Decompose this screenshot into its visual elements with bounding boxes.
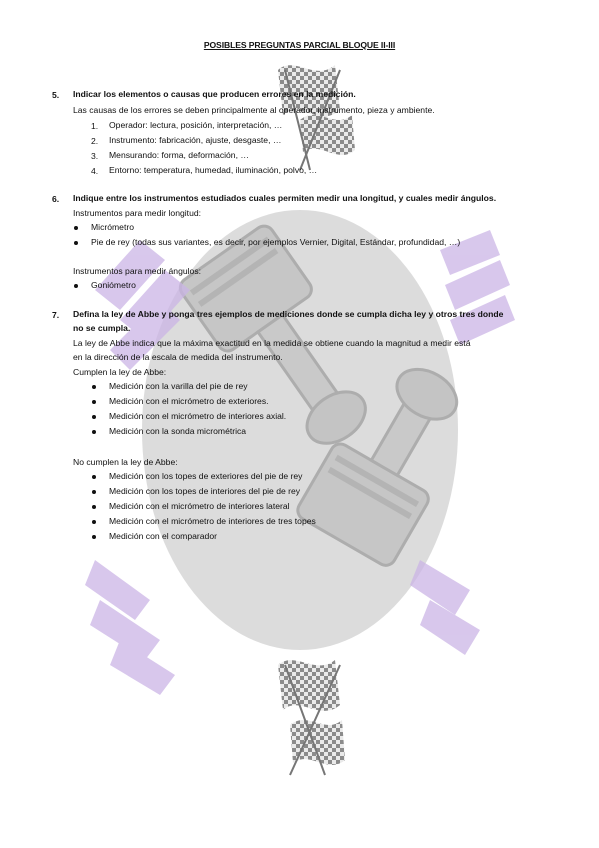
question-6-number: 6. [52, 194, 60, 204]
q7-definition-line-1: La ley de Abbe indica que la máxima exactitud en la medida se obtiene cuando la magnitud a medir está [73, 338, 471, 348]
question-7-heading-line-1: Defina la ley de Abbe y ponga tres ejemplos de mediciones donde se cumpla dicha ley y otros tres donde [73, 309, 504, 319]
q7-not-comply-item-1: Medición con los topes de exteriores del pie de rey [109, 471, 303, 481]
bullet [92, 505, 96, 509]
bullet [92, 520, 96, 524]
q7-comply-item-1: Medición con la varilla del pie de rey [109, 381, 248, 391]
q5-item-2-text: Instrumento: fabricación, ajuste, desgaste, … [109, 135, 282, 145]
question-5-heading: Indicar los elementos o causas que producen errores en la medición. [73, 89, 356, 99]
q7-comply-label: Cumplen la ley de Abbe: [73, 367, 167, 377]
q7-comply-item-3: Medición con el micrómetro de interiores axial. [109, 411, 287, 421]
q7-not-comply-item-5: Medición con el comparador [109, 531, 217, 541]
q5-item-4-text: Entorno: temperatura, humedad, iluminación, polvo, … [109, 165, 318, 175]
q7-not-comply-item-2: Medición con los topes de interiores del pie de rey [109, 486, 301, 496]
q7-comply-item-2: Medición con el micrómetro de exteriores. [109, 396, 269, 406]
bullet [92, 535, 96, 539]
q5-item-3-text: Mensurando: forma, deformación, … [109, 150, 249, 160]
q6-length-label: Instrumentos para medir longitud: [73, 208, 202, 218]
q6-angle-label: Instrumentos para medir ángulos: [73, 266, 202, 276]
q6-angle-item-1: Goniómetro [91, 280, 136, 290]
question-6-heading: Indique entre los instrumentos estudiados cuales permiten medir una longitud, y cuales medir ángulos. [73, 193, 497, 203]
bullet [92, 415, 96, 419]
question-5-number: 5. [52, 90, 60, 100]
q7-not-comply-item-4: Medición con el micrómetro de interiores de tres topes [109, 516, 316, 526]
q5-item-3-number: 3. [91, 151, 99, 161]
document-title: POSIBLES PREGUNTAS PARCIAL BLOQUE II-III [203, 40, 396, 50]
q5-item-2-number: 2. [91, 136, 99, 146]
q5-item-4-number: 4. [91, 166, 99, 176]
q7-not-comply-label: No cumplen la ley de Abbe: [73, 457, 178, 467]
bullet [92, 400, 96, 404]
q5-item-1-text: Operador: lectura, posición, interpretación, … [109, 120, 283, 130]
bullet [92, 430, 96, 434]
bullet [74, 241, 78, 245]
question-7-number: 7. [52, 310, 60, 320]
bullet [74, 226, 78, 230]
q6-length-item-2: Pie de rey (todas sus variantes, es decir, por ejemplos Vernier, Digital, Estándar, profundidad, …) [91, 237, 461, 247]
bullet [92, 490, 96, 494]
q7-not-comply-item-3: Medición con el micrómetro de interiores lateral [109, 501, 290, 511]
bullet [92, 385, 96, 389]
bullet [92, 475, 96, 479]
question-7-heading-line-2: no se cumpla. [73, 323, 131, 333]
question-5-intro: Las causas de los errores se deben principalmente al operador, instrumento, pieza y ambiente. [73, 105, 435, 115]
bullet [74, 284, 78, 288]
q6-length-item-1: Micrómetro [91, 222, 134, 232]
q5-item-1-number: 1. [91, 121, 99, 131]
q7-comply-item-4: Medición con la sonda micrométrica [109, 426, 247, 436]
q7-definition-line-2: en la dirección de la escala de medida del instrumento. [73, 352, 283, 362]
